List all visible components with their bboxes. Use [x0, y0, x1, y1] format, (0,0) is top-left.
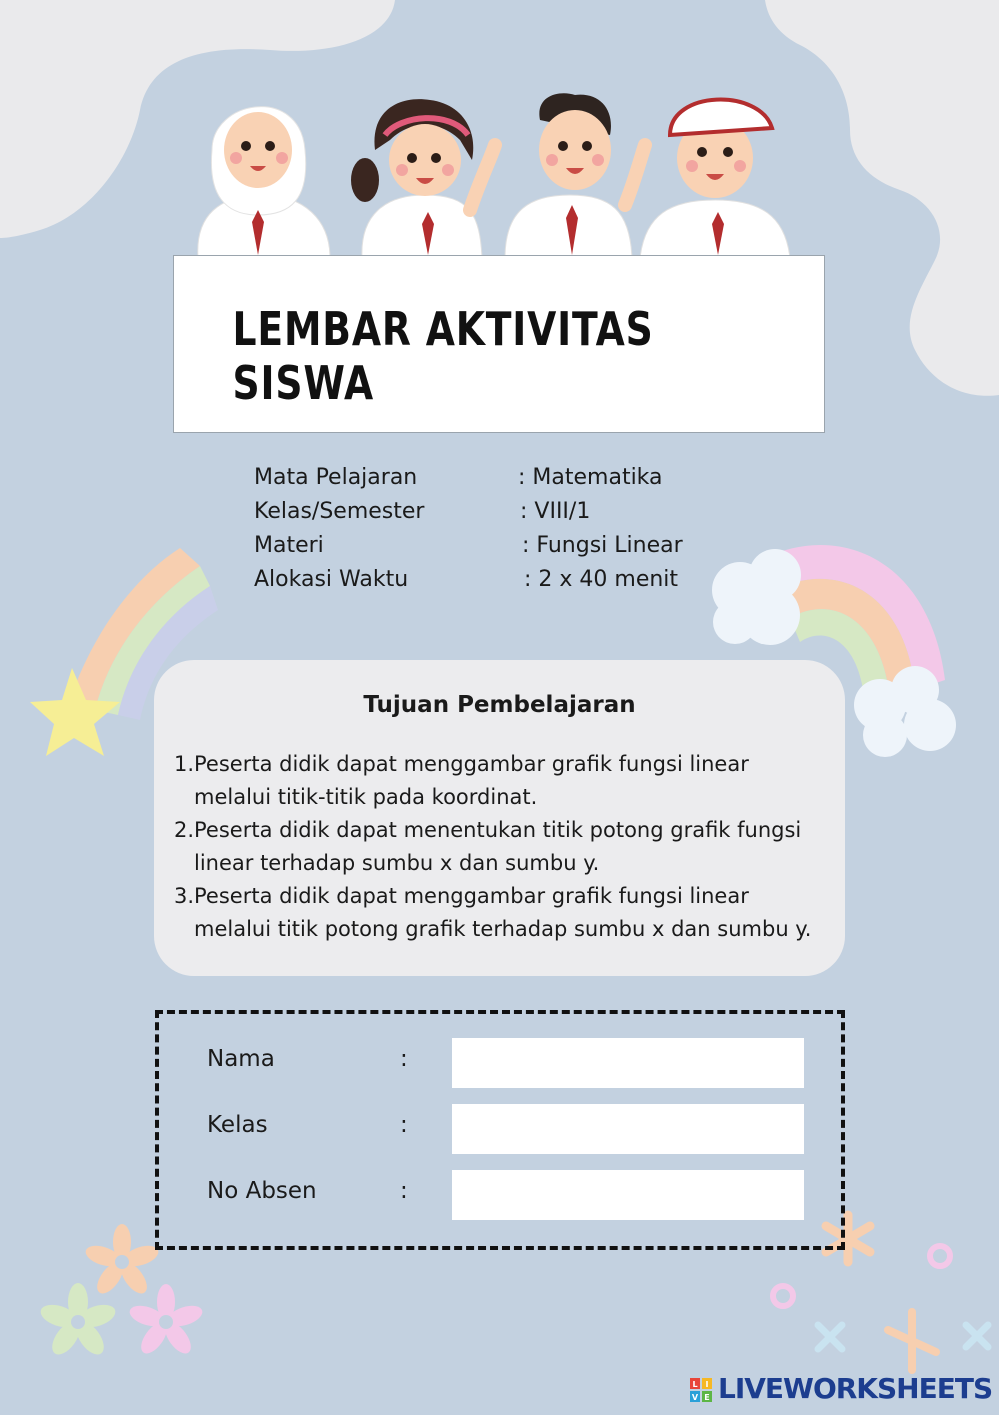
watermark-text: LIVEWORKSHEETS: [718, 1372, 993, 1405]
kelas-input[interactable]: [452, 1104, 804, 1154]
goal-number: 3.: [174, 884, 195, 908]
info-label: Mata Pelajaran: [254, 465, 418, 490]
info-row: [254, 533, 754, 567]
goals-title: Tujuan Pembelajaran: [363, 692, 636, 718]
form-label-no-absen: No Absen: [207, 1178, 317, 1204]
info-label: Kelas/Semester: [254, 499, 425, 524]
info-value: : Matematika: [518, 465, 663, 490]
liveworksheets-watermark: [690, 1372, 993, 1408]
info-value: : VIII/1: [520, 499, 591, 524]
students-illustration: [198, 93, 790, 258]
form-label-kelas: Kelas: [207, 1112, 268, 1138]
learning-goals-panel: [154, 660, 845, 976]
page-title: LEMBAR AKTIVITAS SISWA: [232, 302, 654, 410]
goal-line: Peserta didik dapat menggambar grafik fungsi linear: [194, 884, 749, 908]
info-row: [254, 567, 754, 601]
no-absen-input[interactable]: [452, 1170, 804, 1220]
student-boy: [505, 93, 645, 258]
subject-info: [254, 465, 754, 601]
form-colon: :: [400, 1046, 408, 1072]
goal-line: Peserta didik dapat menentukan titik potong grafik fungsi: [194, 818, 802, 842]
goal-number: 2.: [174, 818, 195, 842]
info-label: Alokasi Waktu: [254, 567, 409, 592]
goal-line: melalui titik-titik pada koordinat.: [194, 785, 538, 809]
blob-top-left: [0, 0, 395, 238]
student-boy-cap: [640, 100, 790, 258]
goal-line: linear terhadap sumbu x dan sumbu y.: [194, 851, 600, 875]
form-colon: :: [400, 1112, 408, 1138]
logo-letter: L: [692, 1380, 698, 1389]
student-identity-form: [155, 1010, 845, 1250]
logo-letter: V: [691, 1393, 699, 1402]
form-colon: :: [400, 1178, 408, 1204]
student-hijab-girl: [198, 107, 330, 258]
title-sign: [173, 255, 825, 433]
info-row: [254, 465, 754, 499]
goal-line: Peserta didik dapat menggambar grafik fungsi linear: [194, 752, 749, 776]
form-label-nama: Nama: [207, 1046, 275, 1072]
info-row: [254, 499, 754, 533]
info-value: : 2 x 40 menit: [524, 567, 679, 592]
logo-letter: E: [704, 1393, 710, 1402]
goal-line: melalui titik potong grafik terhadap sumbu x dan sumbu y.: [194, 917, 812, 941]
goal-number: 1.: [174, 752, 195, 776]
student-girl: [351, 99, 495, 258]
liveworksheets-logo-icon: [690, 1378, 712, 1402]
nama-input[interactable]: [452, 1038, 804, 1088]
info-label: Materi: [254, 533, 324, 558]
info-value: : Fungsi Linear: [522, 533, 683, 558]
logo-letter: I: [705, 1380, 709, 1389]
